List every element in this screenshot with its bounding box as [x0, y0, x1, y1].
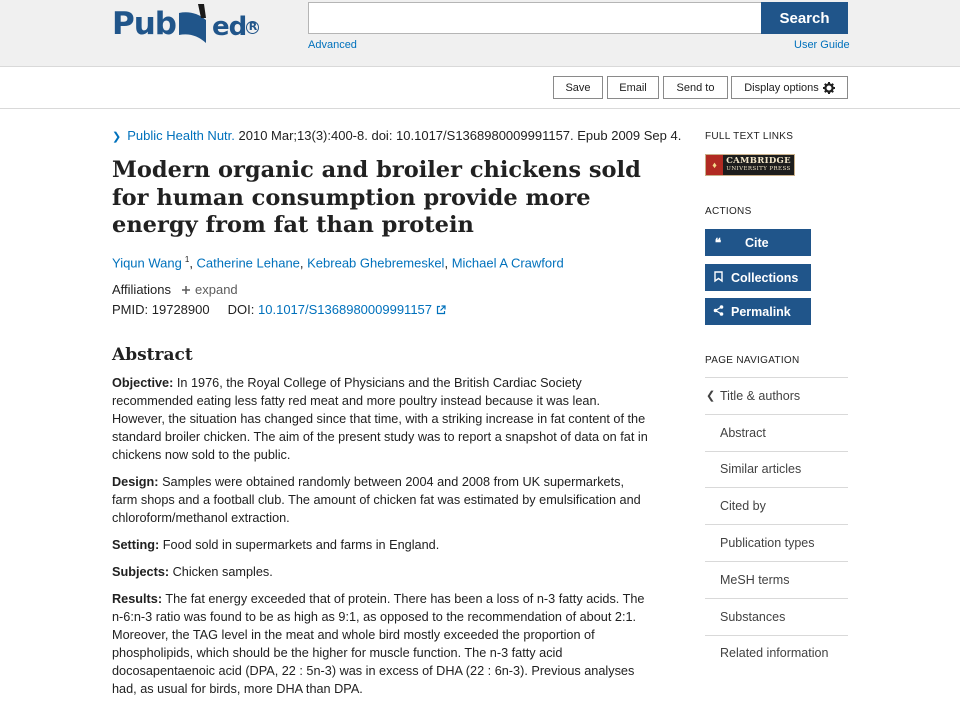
nav-item-abstract[interactable] — [705, 414, 848, 451]
author-link[interactable]: Catherine Lehane — [196, 255, 300, 271]
header — [0, 0, 960, 67]
registered-mark-icon: R — [246, 21, 259, 34]
abstract-heading: Abstract — [112, 345, 193, 365]
nav-item-similar-articles[interactable] — [705, 451, 848, 488]
abstract-section-label: Objective: — [112, 376, 174, 390]
nav-item-label: Publication types — [720, 536, 815, 551]
nav-item-label: Substances — [720, 609, 786, 624]
affiliation-marker[interactable]: 1 — [184, 255, 190, 264]
plus-icon — [181, 285, 191, 295]
author-list: Yiqun Wang $^1$, Catherine Lehane, Kebreab Ghebremeskel, Michael A Crawford — [112, 255, 564, 271]
nav-item-mesh-terms[interactable] — [705, 561, 848, 598]
nav-item-label: Title & authors — [720, 388, 801, 403]
abstract-paragraph — [112, 536, 650, 554]
pmid-value: 19728900 — [151, 302, 210, 317]
nav-item-publication-types[interactable] — [705, 524, 848, 561]
user-guide-link[interactable]: User Guide — [794, 39, 850, 51]
logo-med — [176, 2, 247, 46]
nav-item-label: Similar articles — [720, 462, 802, 477]
nav-item-related-information[interactable] — [705, 635, 848, 672]
email-button[interactable]: Email — [607, 76, 659, 99]
abstract-section-label: Subjects: — [112, 565, 170, 579]
full-text-links-heading: FULL TEXT LINKS — [705, 131, 794, 142]
affiliations-row — [112, 282, 238, 297]
abstract-section-text: Samples were obtained randomly between 2004 and 2008 from UK supermarkets, farm shops and a football club. The amount of chicken fat was estimated by emulsification and chloroform/methanol extraction. — [112, 475, 641, 525]
abstract-section-label: Design: — [112, 475, 159, 489]
logo-pub: Pub — [112, 6, 176, 42]
abstract-section-label: Results: — [112, 592, 163, 606]
nav-item-label: MeSH terms — [720, 572, 790, 587]
display-options-button[interactable] — [731, 76, 848, 99]
cite-button[interactable] — [705, 229, 811, 256]
actions-heading: ACTIONS — [705, 206, 752, 217]
svg-text:ed: ed — [211, 12, 247, 42]
abstract-paragraph — [112, 374, 650, 464]
author-link[interactable]: Kebreab Ghebremeskel — [307, 255, 445, 271]
cite-label: Cite — [745, 235, 769, 250]
gear-icon — [823, 82, 835, 94]
cambridge-line1: CAMBRIDGE — [726, 156, 791, 166]
pubmed-logo[interactable] — [112, 2, 259, 44]
logo-med-mark — [176, 2, 247, 46]
collections-label: Collections — [731, 270, 799, 285]
permalink-button[interactable] — [705, 298, 811, 325]
bookmark-icon — [705, 271, 731, 285]
article-title: Modern organic and broiler chickens sold for human consumption provide more energy from fat than protein — [112, 157, 641, 238]
advanced-search-link[interactable]: Advanced — [308, 39, 357, 51]
abstract-body — [112, 374, 650, 707]
search-input[interactable] — [308, 2, 761, 34]
crest-icon: ♦ — [706, 155, 723, 175]
author-link[interactable]: Yiqun Wang — [112, 255, 182, 271]
send-to-button[interactable]: Send to — [663, 76, 728, 99]
abstract-section-text: Food sold in supermarkets and farms in England. — [162, 538, 440, 552]
chevron-left-icon: ❮ — [706, 390, 716, 403]
journal-link[interactable]: Public Health Nutr. — [127, 128, 235, 143]
citation-line — [112, 128, 681, 143]
action-toolbar — [0, 67, 960, 109]
affiliations-label: Affiliations — [112, 282, 172, 297]
nav-item-label: Cited by — [720, 499, 766, 514]
share-icon — [705, 305, 731, 319]
nav-item-label: Related information — [720, 646, 829, 661]
nav-item-label: Abstract — [720, 425, 766, 440]
permalink-label: Permalink — [731, 304, 791, 319]
nav-item-substances[interactable] — [705, 598, 848, 635]
abstract-paragraph — [112, 473, 650, 527]
page-navigation-heading: PAGE NAVIGATION — [705, 355, 800, 366]
display-options-label: Display options — [744, 81, 819, 94]
identifiers — [112, 302, 446, 317]
nav-item-title-authors[interactable] — [705, 377, 848, 414]
chevron-right-icon: ❯ — [112, 131, 122, 143]
nav-item-cited-by[interactable] — [705, 487, 848, 524]
search-button[interactable]: Search — [761, 2, 848, 34]
cambridge-line2: UNIVERSITY PRESS — [726, 166, 791, 172]
abstract-paragraph — [112, 563, 650, 581]
pmid-label: PMID: — [112, 302, 149, 317]
abstract-section-text: The fat energy exceeded that of protein. There has been a loss of n-3 fatty acids. The n-6:n-3 ratio was found to be as high as 9:1, as opposed to the recommendation of about 2:1. Moreover, the TAG level in the meat and whole bird mostly exceeded the proportion of phospholipids, which should be the higher for muscle function. The n-3 fatty acid docosapentaenoic acid (DPA, 22 : 5n-3) was in excess of DHA (22 : 6n-3). Previous analyses had, as usual for birds, more DHA than DPA. — [112, 592, 645, 696]
page-navigation-list — [705, 377, 848, 671]
cambridge-university-press-link[interactable] — [705, 154, 795, 176]
expand-affiliations-button[interactable] — [181, 282, 238, 297]
abstract-section-label: Setting: — [112, 538, 160, 552]
quote-icon: ❝ — [714, 235, 722, 250]
expand-label: expand — [195, 282, 238, 297]
author-link[interactable]: Michael A Crawford — [451, 255, 564, 271]
doi-link[interactable]: 10.1017/S1368980009991157 — [258, 302, 433, 317]
collections-button[interactable] — [705, 264, 811, 291]
doi-label: DOI: — [227, 302, 255, 317]
external-link-icon[interactable] — [436, 305, 446, 315]
abstract-paragraph — [112, 590, 650, 698]
abstract-section-text: In 1976, the Royal College of Physicians and the British Cardiac Society recommended eating less fatty red meat and more poultry instead because it was lean. However, the situation has changed since that time, with a striking increase in fat content of the standard broiler chicken. The aim of the present study was to report a snapshot of data on fat in chickens now sold to the public. — [112, 376, 648, 462]
citation-details: 2010 Mar;13(3):400-8. doi: 10.1017/S1368980009991157. Epub 2009 Sep 4. — [234, 128, 682, 143]
save-button[interactable]: Save — [553, 76, 603, 99]
abstract-section-text: Chicken samples. — [172, 565, 273, 579]
